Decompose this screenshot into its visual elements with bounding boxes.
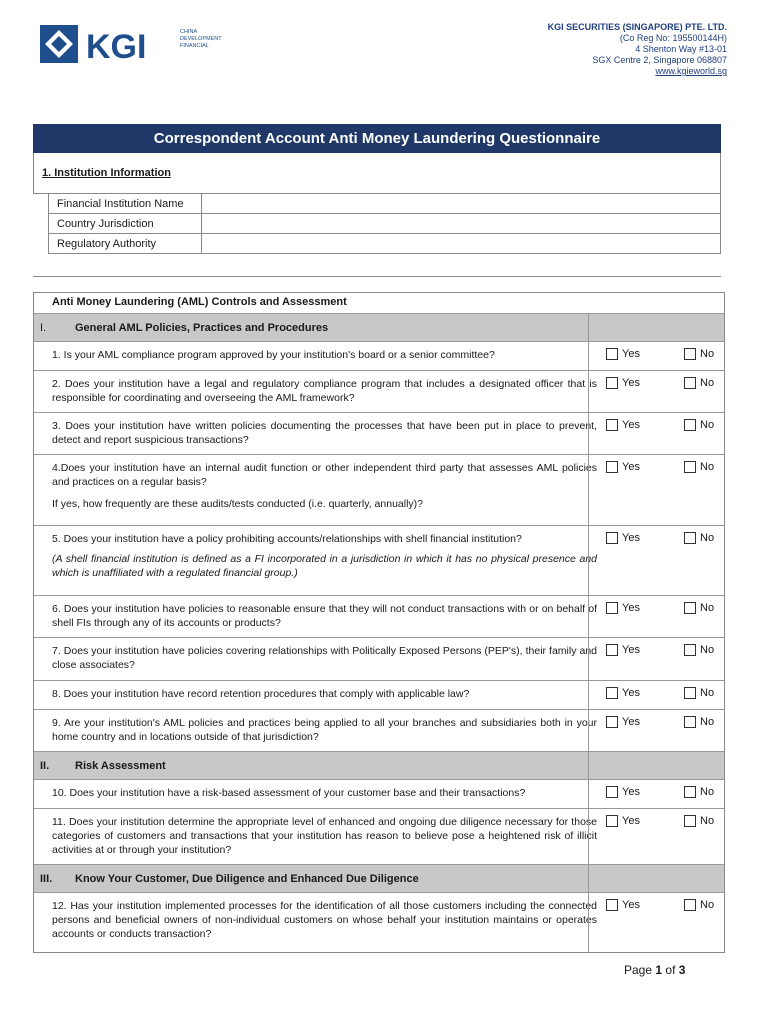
company-info (548, 22, 727, 77)
regulatory-authority-field[interactable] (202, 234, 721, 254)
yes-label: Yes (622, 348, 640, 360)
no-checkbox[interactable] (684, 348, 714, 360)
yes-checkbox[interactable] (606, 532, 640, 544)
question-text: 2. Does your institution have a legal and regulatory compliance program that includes a designated officer that is responsible for coordinating and overseeing the AML framework? (52, 378, 597, 404)
section-title: General AML Policies, Practices and Procedures (75, 322, 329, 334)
yes-label: Yes (622, 532, 640, 544)
yes-label: Yes (622, 687, 640, 699)
yes-label: Yes (622, 377, 640, 389)
aml-heading: Anti Money Laundering (AML) Controls and Assessment (52, 296, 347, 308)
question-row-8 (34, 680, 724, 709)
no-checkbox[interactable] (684, 786, 714, 798)
section-header-risk (34, 751, 724, 779)
yes-checkbox[interactable] (606, 786, 640, 798)
document-title: Correspondent Account Anti Money Laundering Questionnaire (33, 124, 721, 153)
no-label: No (700, 786, 715, 798)
no-checkbox[interactable] (684, 532, 714, 544)
question-row-9 (34, 709, 724, 751)
no-label: No (700, 532, 715, 544)
yes-label: Yes (622, 419, 640, 431)
question-text: 9. Are your institution's AML policies and practices being applied to all your branches and subsidiaries both in your home country and in locations outside of that jurisdiction? (52, 717, 597, 743)
question-text: 7. Does your institution have policies covering relationships with Politically Exposed Persons (PEP's), their family and close associates? (52, 645, 597, 671)
yes-checkbox[interactable] (606, 419, 640, 431)
question-row-12 (34, 892, 724, 952)
no-checkbox[interactable] (684, 419, 714, 431)
no-checkbox[interactable] (684, 687, 714, 699)
yes-checkbox[interactable] (606, 377, 640, 389)
institution-info-heading: 1. Institution Information (42, 167, 171, 179)
no-label: No (700, 377, 715, 389)
question-text: 8. Does your institution have record retention procedures that comply with applicable law? (52, 688, 470, 700)
question-text: 6. Does your institution have policies to reasonable ensure that they will not conduct transactions with or on behalf of shell FIs through any of its accounts or products? (52, 603, 597, 629)
section-title: Risk Assessment (75, 760, 166, 772)
logo-sub-3: FINANCIAL (180, 43, 209, 49)
question-text: 10. Does your institution have a risk-based assessment of your customer base and their transactions? (52, 787, 526, 799)
no-checkbox[interactable] (684, 602, 714, 614)
field-label: Country Jurisdiction (49, 214, 202, 234)
no-checkbox[interactable] (684, 644, 714, 656)
of-word: of (665, 963, 676, 977)
yes-checkbox[interactable] (606, 716, 640, 728)
yes-checkbox[interactable] (606, 348, 640, 360)
section-header-general (34, 313, 724, 341)
table-row (49, 214, 721, 234)
question-row-1 (34, 341, 724, 370)
no-checkbox[interactable] (684, 377, 714, 389)
question-text: 1. Is your AML compliance program approved by your institution's board or a senior committee? (52, 349, 495, 361)
field-label: Regulatory Authority (49, 234, 202, 254)
question-row-2 (34, 370, 724, 412)
question-text: 12. Has your institution implemented processes for the identification of all those customers including the connected persons and beneficial owners of non-individual customers on whose behalf your institution maintains or operates accounts or conducts transaction? (52, 900, 597, 940)
question-text: 11. Does your institution determine the appropriate level of enhanced and ongoing due diligence necessary for those categories of customers and transactions that your institution has reason to believe pose a heightened risk of illicit activities at or through your institution? (52, 816, 597, 856)
yes-label: Yes (622, 786, 640, 798)
page-word: Page (624, 963, 653, 977)
no-checkbox[interactable] (684, 716, 714, 728)
question-text: 5. Does your institution have a policy prohibiting accounts/relationships with shell financial institution? (52, 533, 522, 545)
logo-text: KGI (86, 28, 147, 66)
total-pages: 3 (678, 963, 686, 977)
question-row-11 (34, 808, 724, 864)
yes-checkbox[interactable] (606, 687, 640, 699)
field-label: Financial Institution Name (49, 194, 202, 214)
no-label: No (700, 716, 715, 728)
section-numeral: III. (40, 873, 53, 885)
aml-controls-table (33, 292, 725, 953)
no-label: No (700, 644, 715, 656)
question-row-7 (34, 637, 724, 680)
kgi-logo (38, 22, 238, 66)
question-text: 4.Does your institution have an internal audit function or other independent third party that assesses AML policies and practices on a regular basis? (52, 462, 597, 488)
company-reg: (Co Reg No: 195500144H) (619, 33, 727, 43)
yes-label: Yes (622, 602, 640, 614)
company-name: KGI SECURITIES (SINGAPORE) PTE. LTD. (547, 22, 727, 32)
country-jurisdiction-field[interactable] (202, 214, 721, 234)
no-label: No (700, 815, 715, 827)
divider (33, 276, 721, 277)
question-row-6 (34, 595, 724, 637)
section-header-kyc (34, 864, 724, 892)
table-row (49, 194, 721, 214)
question-followup: If yes, how frequently are these audits/tests conducted (i.e. quarterly, annually)? (52, 498, 424, 510)
no-label: No (700, 899, 715, 911)
section-numeral: I. (40, 322, 47, 334)
logo-sub-2: DEVELOPMENT (180, 36, 222, 42)
section-numeral: II. (40, 760, 50, 772)
question-note: (A shell financial institution is defined as a FI incorporated in a jurisdiction in which it has no physical presence and which is unaffiliated with a regulated financial group.) (52, 553, 597, 579)
yes-checkbox[interactable] (606, 815, 640, 827)
kgi-logo-graphic (38, 22, 238, 66)
question-row-10 (34, 779, 724, 808)
yes-label: Yes (622, 716, 640, 728)
institution-info-section (33, 153, 721, 194)
question-row-4 (34, 454, 724, 525)
institution-name-field[interactable] (202, 194, 721, 214)
yes-label: Yes (622, 815, 640, 827)
no-checkbox[interactable] (684, 815, 714, 827)
yes-label: Yes (622, 644, 640, 656)
current-page: 1 (655, 963, 663, 977)
section-title: Know Your Customer, Due Diligence and Enhanced Due Diligence (75, 873, 419, 885)
yes-checkbox[interactable] (606, 644, 640, 656)
yes-checkbox[interactable] (606, 461, 640, 473)
question-row-5 (34, 525, 724, 595)
page-number (624, 963, 685, 977)
company-address-2: SGX Centre 2, Singapore 068807 (592, 55, 727, 65)
institution-info-table (48, 193, 721, 254)
no-checkbox[interactable] (684, 461, 714, 473)
company-website-link[interactable]: www.kgieworld.sg (655, 66, 727, 76)
yes-checkbox[interactable] (606, 899, 640, 911)
company-address-1: 4 Shenton Way #13-01 (635, 44, 727, 54)
no-label: No (700, 687, 715, 699)
no-checkbox[interactable] (684, 899, 714, 911)
table-row (49, 234, 721, 254)
question-row-3 (34, 412, 724, 454)
question-text: 3. Does your institution have written policies documenting the processes that have been put in place to prevent, detect and report suspicious transactions? (52, 420, 597, 446)
no-label: No (700, 419, 715, 431)
yes-checkbox[interactable] (606, 602, 640, 614)
no-label: No (700, 602, 715, 614)
no-label: No (700, 461, 715, 473)
no-label: No (700, 348, 715, 360)
logo-sub-1: CHINA (180, 29, 198, 35)
yes-label: Yes (622, 899, 640, 911)
yes-label: Yes (622, 461, 640, 473)
